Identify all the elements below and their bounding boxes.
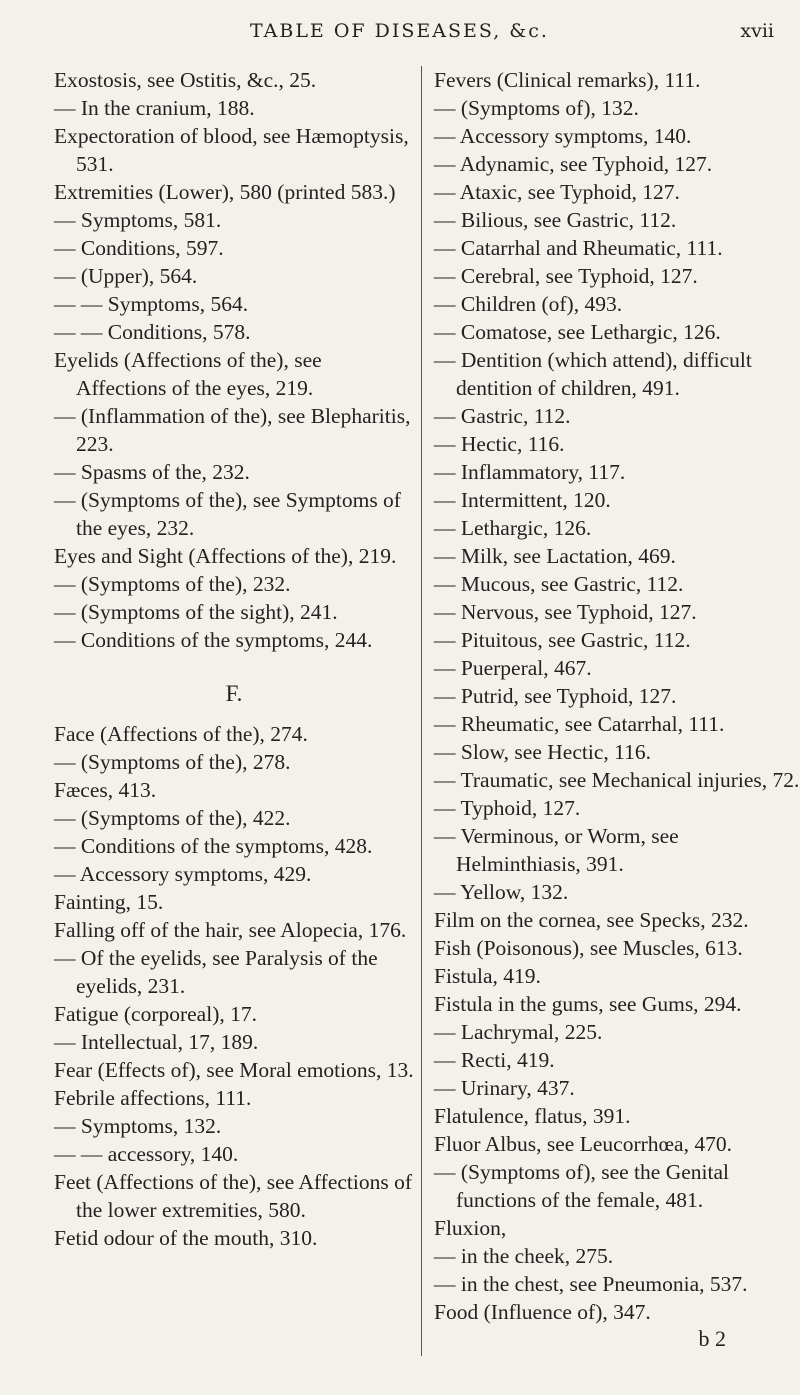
running-title: TABLE OF DISEASES, &c. — [250, 20, 549, 42]
index-entry: Fish (Poisonous), see Muscles, 613. — [434, 936, 743, 960]
index-entry: — — Symptoms, 564. — [54, 292, 249, 316]
index-entry: — Accessory symptoms, 429. — [54, 862, 312, 886]
index-entry: — (Symptoms of the sight), 241. — [54, 600, 338, 624]
index-entry: Expectoration of blood, see Hæmoptysis, 531. — [54, 124, 409, 176]
index-entry: — Urinary, 437. — [434, 1076, 575, 1100]
page-number: xvii — [740, 20, 774, 42]
index-entry: — (Symptoms of), see the Genital functions of the female, 481. — [434, 1160, 729, 1212]
signature-mark: b 2 — [698, 1326, 726, 1351]
index-column-left — [54, 66, 414, 1252]
index-entry: — (Symptoms of), 132. — [434, 96, 639, 120]
index-entry: — Lethargic, 126. — [434, 516, 592, 540]
index-entry: — in the cheek, 275. — [434, 1244, 614, 1268]
index-entry: Fistula in the gums, see Gums, 294. — [434, 992, 742, 1016]
index-entry: — Conditions of the symptoms, 428. — [54, 834, 373, 858]
index-entry: — Nervous, see Typhoid, 127. — [434, 600, 697, 624]
index-entry: Flatulence, flatus, 391. — [434, 1104, 631, 1128]
index-entry: — Of the eyelids, see Paralysis of the eyelids, 231. — [54, 946, 378, 998]
index-entry: — Rheumatic, see Catarrhal, 111. — [434, 712, 725, 736]
index-entry: — — Conditions, 578. — [54, 320, 251, 344]
index-entry: — Accessory symptoms, 140. — [434, 124, 692, 148]
index-column-right — [434, 66, 800, 1326]
index-entry: — Milk, see Lactation, 469. — [434, 544, 676, 568]
index-entry: Fetid odour of the mouth, 310. — [54, 1226, 318, 1250]
index-entry: — (Symptoms of the), 278. — [54, 750, 291, 774]
index-entry: — Traumatic, see Mechanical injuries, 72. — [434, 768, 800, 792]
index-entry: — (Symptoms of the), 232. — [54, 572, 291, 596]
index-entry: — Slow, see Hectic, 116. — [434, 740, 651, 764]
index-entry: — Pituitous, see Gastric, 112. — [434, 628, 691, 652]
index-entry: Fevers (Clinical remarks), 111. — [434, 68, 701, 92]
index-entry: Falling off of the hair, see Alopecia, 176. — [54, 918, 407, 942]
index-entry: — Symptoms, 581. — [54, 208, 222, 232]
index-entry: Fainting, 15. — [54, 890, 164, 914]
index-entry: — Adynamic, see Typhoid, 127. — [434, 152, 713, 176]
index-entry: — In the cranium, 188. — [54, 96, 255, 120]
index-entry: Food (Influence of), 347. — [434, 1300, 651, 1324]
index-entry: — Bilious, see Gastric, 112. — [434, 208, 677, 232]
index-entry: — Typhoid, 127. — [434, 796, 581, 820]
index-entry: — Children (of), 493. — [434, 292, 623, 316]
section-letter: F. — [225, 681, 243, 706]
index-entry: — Inflammatory, 117. — [434, 460, 626, 484]
index-entry: — (Upper), 564. — [54, 264, 198, 288]
index-entry: — Mucous, see Gastric, 112. — [434, 572, 684, 596]
index-entry: — Ataxic, see Typhoid, 127. — [434, 180, 680, 204]
index-entry: Extremities (Lower), 580 (printed 583.) — [54, 180, 396, 204]
index-entry: — Putrid, see Typhoid, 127. — [434, 684, 677, 708]
running-header — [0, 14, 800, 48]
index-entry: — Cerebral, see Typhoid, 127. — [434, 264, 698, 288]
index-entry: — Conditions of the symptoms, 244. — [54, 628, 373, 652]
index-entry: Fluor Albus, see Leucorrhœa, 470. — [434, 1132, 732, 1156]
index-entry: — (Inflammation of the), see Blepharitis, 223. — [54, 404, 411, 456]
index-entry: Face (Affections of the), 274. — [54, 722, 308, 746]
index-entry: Febrile affections, 111. — [54, 1086, 252, 1110]
index-entry: — (Symptoms of the), see Symptoms of the eyes, 232. — [54, 488, 401, 540]
index-entry: Fear (Effects of), see Moral emotions, 13. — [54, 1058, 414, 1082]
index-entry: Eyelids (Affections of the), see Affections of the eyes, 219. — [54, 348, 322, 400]
index-entry: — Dentition (which attend), difficult dentition of children, 491. — [434, 348, 752, 400]
index-entry: — Conditions, 597. — [54, 236, 224, 260]
index-entry: — Spasms of the, 232. — [54, 460, 250, 484]
index-entry: — Lachrymal, 225. — [434, 1020, 603, 1044]
index-entry: Film on the cornea, see Specks, 232. — [434, 908, 749, 932]
index-entry: Fatigue (corporeal), 17. — [54, 1002, 257, 1026]
index-entry: Exostosis, see Ostitis, &c., 25. — [54, 68, 317, 92]
index-entry: Fistula, 419. — [434, 964, 541, 988]
index-entry: — Puerperal, 467. — [434, 656, 592, 680]
index-entry: — Symptoms, 132. — [54, 1114, 222, 1138]
index-entry: — Recti, 419. — [434, 1048, 555, 1072]
index-entry: — Hectic, 116. — [434, 432, 565, 456]
index-entry: — Comatose, see Lethargic, 126. — [434, 320, 721, 344]
index-entry: Fluxion, — [434, 1216, 507, 1240]
index-entry: — — accessory, 140. — [54, 1142, 239, 1166]
index-entry: — Catarrhal and Rheumatic, 111. — [434, 236, 723, 260]
index-entry: — Verminous, or Worm, see Helminthiasis, 391. — [434, 824, 679, 876]
column-divider — [421, 66, 422, 1356]
index-entry: — in the chest, see Pneumonia, 537. — [434, 1272, 748, 1296]
index-entry: — Gastric, 112. — [434, 404, 571, 428]
index-entry: Fæces, 413. — [54, 778, 157, 802]
index-entry: — Intellectual, 17, 189. — [54, 1030, 259, 1054]
index-entry: — Intermittent, 120. — [434, 488, 611, 512]
index-entry: — Yellow, 132. — [434, 880, 569, 904]
index-entry: — (Symptoms of the), 422. — [54, 806, 291, 830]
index-entry: Feet (Affections of the), see Affections of the lower extremities, 580. — [54, 1170, 413, 1222]
index-entry: Eyes and Sight (Affections of the), 219. — [54, 544, 397, 568]
